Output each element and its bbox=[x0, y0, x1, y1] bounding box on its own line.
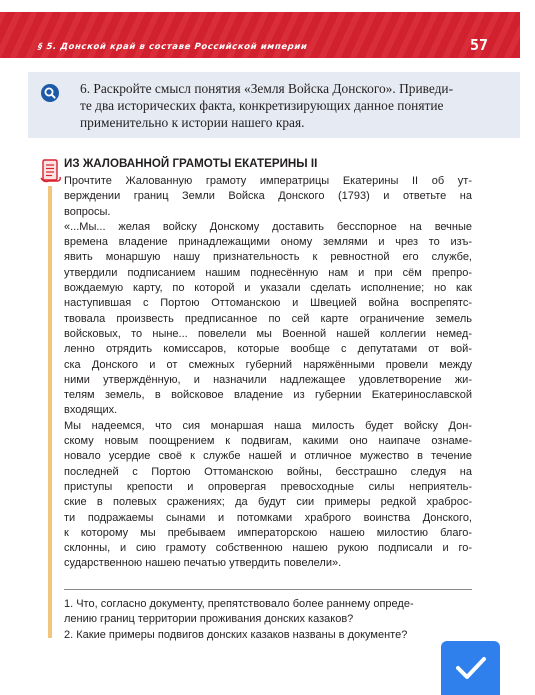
task-text bbox=[80, 80, 500, 131]
document-line: вождаемую карту, по которой и указали сделать исполнение; но как bbox=[64, 282, 472, 295]
scroll-document-icon bbox=[40, 158, 62, 184]
question-2 bbox=[64, 628, 476, 643]
document-line: верждении границ Земли Войска Донского (1793) и ответьте на bbox=[64, 190, 472, 203]
document-line: наступившая с Портою Оттоманскою и Швецией война воспрепятс- bbox=[64, 297, 472, 310]
questions-divider bbox=[64, 589, 472, 590]
document-line: новало усердие своё к службе нашей и отличное мужество в течение bbox=[64, 450, 472, 463]
document-line: приступы крепости и опровергая превосходные силы неприятель- bbox=[64, 480, 472, 493]
document-line: ти подражаемы сынами и потомками храброго воинства Донского, bbox=[64, 511, 472, 524]
document-line: входящих. bbox=[64, 404, 118, 417]
document-line: времена владение принадлежащими оному землями и чрез то изъ- bbox=[64, 236, 472, 249]
document-title: ИЗ ЖАЛОВАННОЙ ГРАМОТЫ ЕКАТЕРИНЫ II bbox=[64, 157, 318, 170]
question-1 bbox=[64, 597, 476, 628]
checkmark-icon bbox=[454, 653, 488, 683]
document-body bbox=[64, 174, 472, 572]
question-line: 2. Какие примеры подвигов донских казаков названы в документе? bbox=[64, 628, 408, 641]
document-line: последней с Портою Оттоманскою войны, бесстрашно следуя на bbox=[64, 465, 472, 478]
magnifier-icon bbox=[41, 84, 59, 102]
document-paragraph-2 bbox=[64, 419, 472, 572]
document-line: ними утверждённую, и назначили надлежащее удовлетворение жи- bbox=[64, 373, 472, 386]
page-header bbox=[0, 12, 520, 58]
document-line: Прочтите Жалованную грамоту императрицы Екатерины II об ут- bbox=[64, 175, 472, 187]
document-line: склонны, и сию грамоту собственною нашею рукою подписали и го- bbox=[64, 542, 472, 555]
document-intro bbox=[64, 174, 472, 220]
task-line: те два исторических факта, конкретизирующих данное понятие bbox=[80, 98, 444, 113]
document-line: Мы надеемся, что сия монаршая наша милость будет войску Дон- bbox=[64, 419, 472, 432]
document-line: к которому мы пребываем императорскою нашею милостию благо- bbox=[64, 526, 472, 539]
questions-list bbox=[64, 597, 476, 643]
document-line: твовала произвесть предписанное по сей карте ограничение земель bbox=[64, 312, 472, 325]
task-line: применительно к истории нашего края. bbox=[80, 115, 305, 130]
document-line: явить монаршую нашу признательность к ревностной его службе, bbox=[64, 251, 472, 264]
document-line: ска Донского и от смежных губерний наряжёнными провели между bbox=[64, 358, 472, 371]
check-answer-button[interactable] bbox=[441, 641, 500, 695]
document-line: «...Мы... желая войску Донскому доставить бесспорное на вечные bbox=[64, 220, 472, 233]
task-line: 6. Раскройте смысл понятия «Земля Войска Донского». Приведи- bbox=[80, 81, 454, 96]
question-line: 1. Что, согласно документу, препятствовало более раннему опреде- bbox=[64, 598, 414, 610]
section-title: § 5. Донской край в составе Российской империи bbox=[37, 42, 308, 52]
document-line: войсковых, то ныне... повелели мы Военной нашей коллегии немед- bbox=[64, 327, 472, 340]
document-line: сударственною нашею печатью утвердить повелели». bbox=[64, 557, 342, 570]
document-line: ленно отрядить комиссаров, которые вообще с депутатами от вой- bbox=[64, 343, 472, 356]
document-line: утвердили подписанием нашим поднесённую нам и при сём препро- bbox=[64, 266, 472, 279]
document-side-bar bbox=[48, 186, 52, 638]
document-line: телям земель, в войсковое владение из губернии Екатеринославской bbox=[64, 389, 472, 402]
document-paragraph-1 bbox=[64, 220, 472, 419]
question-line: лению границ территории проживания донских казаков? bbox=[64, 613, 354, 626]
document-line: ские в полевых сражениях; да будут сии примеры редкой храброс- bbox=[64, 496, 472, 509]
page-number: 57 bbox=[470, 36, 489, 54]
document-line: вопросы. bbox=[64, 205, 111, 218]
document-line: скому новым поощрением к подвигам, какими оно наипаче ознаме- bbox=[64, 435, 472, 448]
task-box bbox=[28, 72, 520, 138]
